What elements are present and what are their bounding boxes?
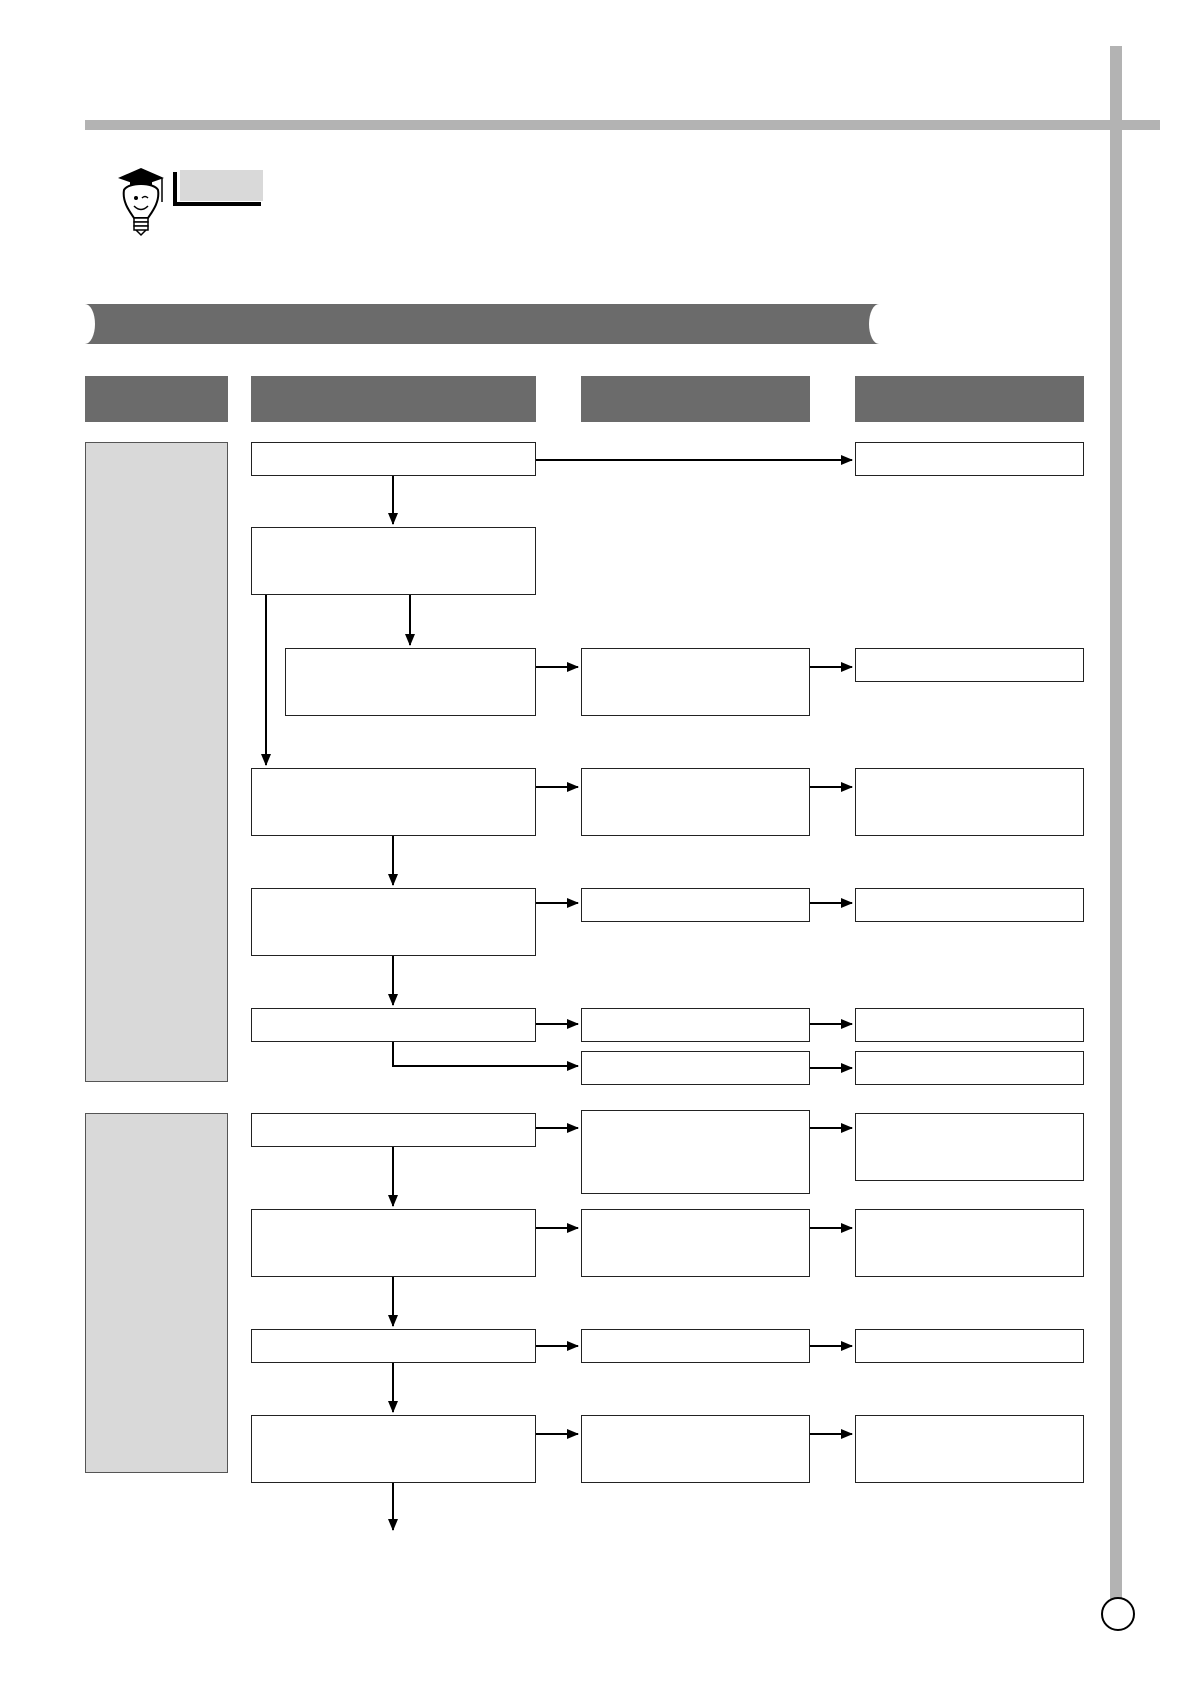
arrow <box>393 1042 578 1066</box>
